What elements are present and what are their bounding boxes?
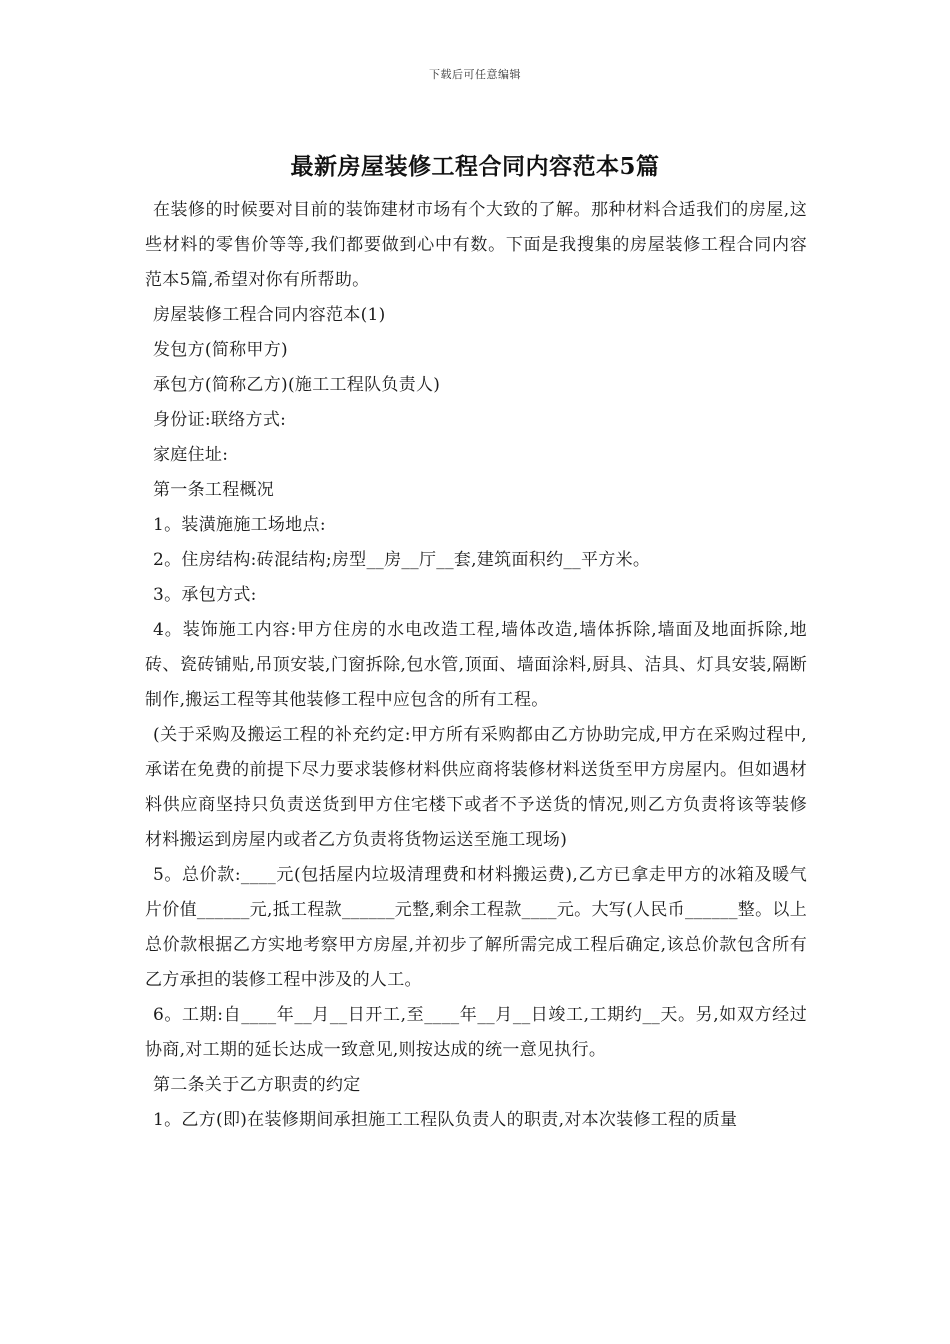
paragraph-article-2-item-1: 1。乙方(即)在装修期间承担施工工程队负责人的职责,对本次装修工程的质量: [153, 1110, 738, 1130]
header-note: 下载后可任意编辑: [429, 68, 521, 81]
document-body: [145, 193, 807, 1138]
paragraph-party-a: 发包方(简称甲方): [153, 340, 288, 360]
paragraph-article-2: 第二条关于乙方职责的约定: [153, 1075, 361, 1095]
paragraph-purchase-note: (关于采购及搬运工程的补充约定:甲方所有采购都由乙方协助完成,甲方在采购过程中,承诺在免费的前提下尽力要求装修材料供应商将装修材料送货至甲方房屋内。但如遇材料供应商坚持只负责送货到甲方住宅楼下或者不予送货的情况,则乙方负责将该等装修材料搬运到房屋内或者乙方负责将货物运送至施工现场): [145, 725, 807, 850]
paragraph-item-6: 6。工期:自____年__月__日开工,至____年__月__日竣工,工期约__天。另,如双方经过协商,对工期的延长达成一致意见,则按达成的统一意见执行。: [145, 1005, 807, 1060]
paragraph-id-contact: 身份证:联络方式:: [153, 410, 287, 430]
paragraph-item-1: 1。装潢施施工场地点:: [153, 515, 326, 535]
paragraph-article-1: 第一条工程概况: [153, 480, 275, 500]
document-title: 最新房屋装修工程合同内容范本5篇: [290, 153, 660, 180]
paragraph-item-2: 2。住房结构:砖混结构;房型__房__厅__套,建筑面积约__平方米。: [153, 550, 651, 570]
paragraph-intro: 在装修的时候要对目前的装饰建材市场有个大致的了解。那种材料合适我们的房屋,这些材料的零售价等等,我们都要做到心中有数。下面是我搜集的房屋装修工程合同内容范本5篇,希望对你有所帮助。: [145, 200, 807, 290]
paragraph-contract-heading: 房屋装修工程合同内容范本(1): [153, 305, 386, 325]
paragraph-party-b: 承包方(简称乙方)(施工工程队负责人): [153, 375, 441, 395]
paragraph-item-4: 4。装饰施工内容:甲方住房的水电改造工程,墙体改造,墙体拆除,墙面及地面拆除,地砖、瓷砖铺贴,吊顶安装,门窗拆除,包水管,顶面、墙面涂料,厨具、洁具、灯具安装,隔断制作,搬运工程等其他装修工程中应包含的所有工程。: [145, 620, 807, 710]
paragraph-item-3: 3。承包方式:: [153, 585, 257, 605]
paragraph-item-5: 5。总价款:____元(包括屋内垃圾清理费和材料搬运费),乙方已拿走甲方的冰箱及暖气片价值______元,抵工程款______元整,剩余工程款____元。大写(人民币______整。以上总价款根据乙方实地考察甲方房屋,并初步了解所需完成工程后确定,该总价款包含所有乙方承担的装修工程中涉及的人工。: [145, 865, 807, 990]
paragraph-address: 家庭住址:: [153, 445, 229, 465]
